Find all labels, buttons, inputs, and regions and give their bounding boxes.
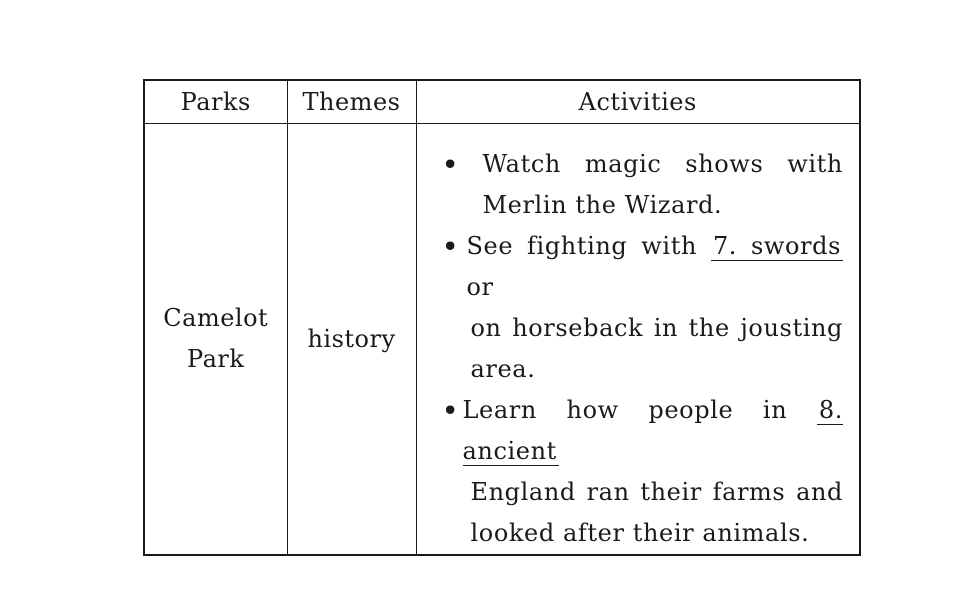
activity-line: looked after their animals. <box>470 519 810 547</box>
theme-text: history <box>307 325 396 353</box>
activities-cell <box>416 124 860 556</box>
answer-blank-8: 8. ancient <box>462 396 843 465</box>
activity-item-3 <box>443 390 844 554</box>
activity-line: England ran their farms and <box>470 478 843 506</box>
activity-line: Merlin the Wizard. <box>482 191 723 219</box>
activities-list <box>443 144 844 554</box>
header-row <box>144 80 860 124</box>
activity-line <box>455 390 844 472</box>
activity-line <box>455 226 844 308</box>
theme-cell <box>287 124 416 556</box>
activity-item-1 <box>443 144 844 226</box>
activity-text <box>455 390 844 554</box>
activities-table <box>143 79 861 556</box>
park-name-line-2: Park <box>187 345 245 373</box>
activity-text-after: or <box>466 273 494 301</box>
activity-text-before: See fighting with <box>466 232 711 260</box>
activity-text <box>483 144 844 226</box>
park-name-line-1: Camelot <box>163 304 269 332</box>
answer-blank-7: 7. swords <box>712 232 842 260</box>
activity-line: Watch magic shows with <box>482 150 843 178</box>
activity-text <box>455 226 844 390</box>
bullet-icon: • <box>442 150 459 179</box>
activity-line: on horseback in the jousting <box>470 314 843 342</box>
header-themes: Themes <box>287 80 416 124</box>
header-parks: Parks <box>144 80 287 124</box>
activity-item-2 <box>443 226 844 390</box>
activity-text-before: Learn how people in <box>462 396 817 424</box>
bullet-icon: • <box>442 232 459 261</box>
table-row <box>144 124 860 556</box>
activity-line: area. <box>470 355 536 383</box>
bullet-icon: • <box>442 396 459 425</box>
park-cell <box>144 124 287 556</box>
header-activities: Activities <box>416 80 860 124</box>
